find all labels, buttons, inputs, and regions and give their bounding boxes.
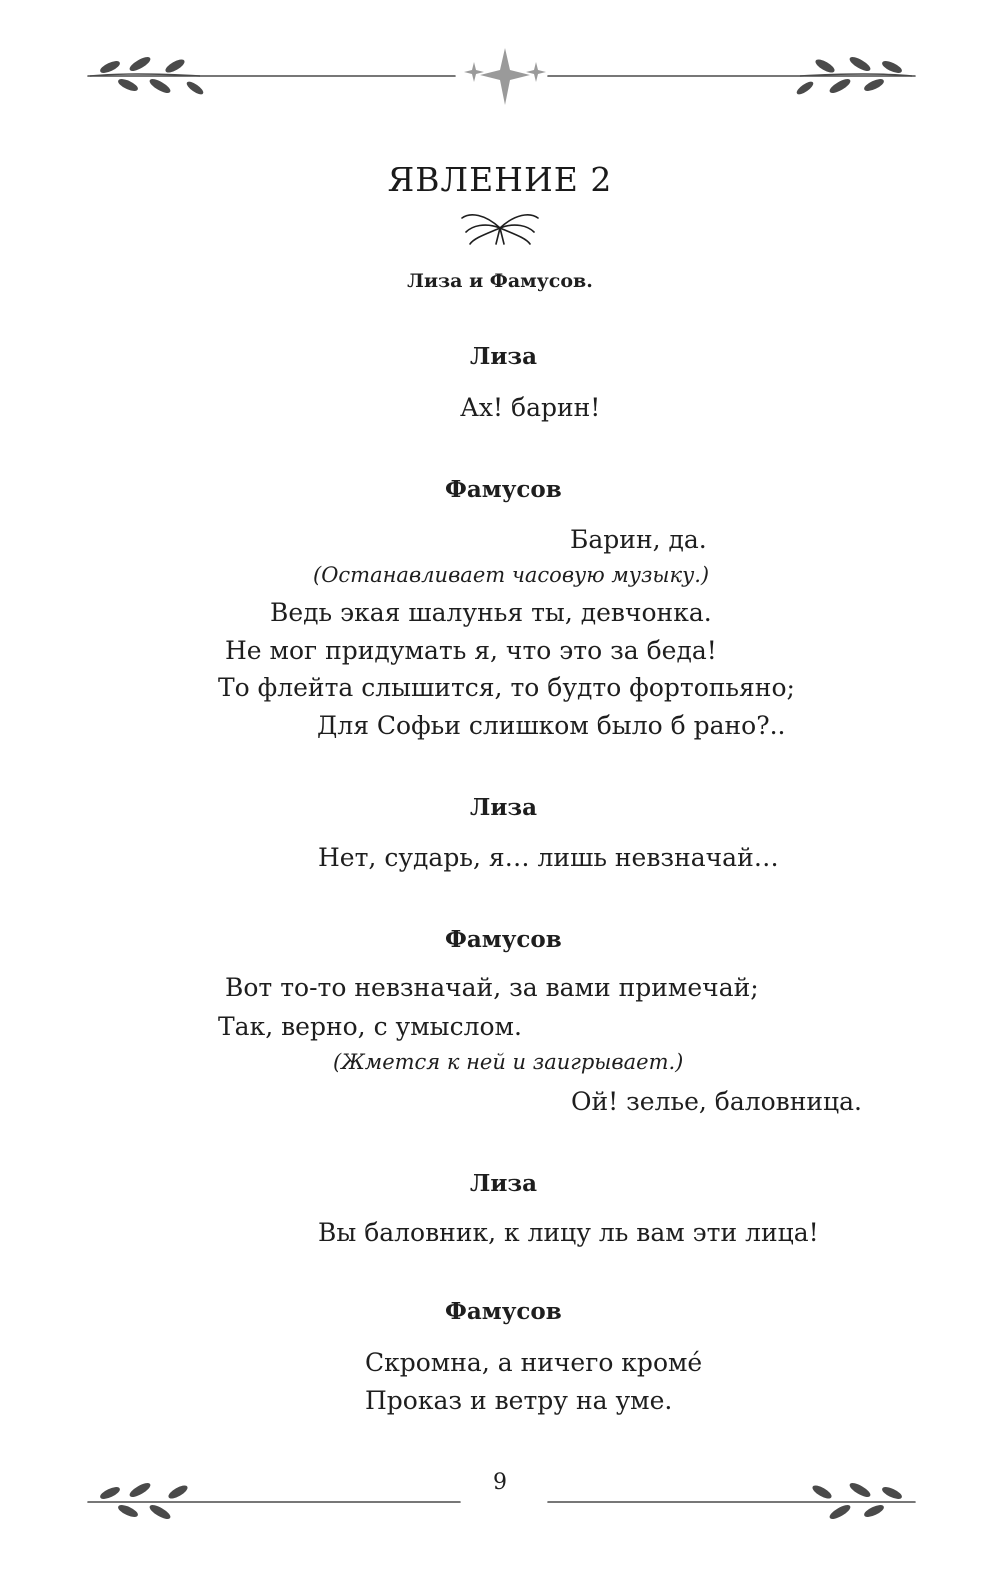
verse-line: Ой! зелье, баловница. xyxy=(571,1087,862,1116)
verse-line: То флейта слышится, то будто фортопьяно; xyxy=(218,673,795,702)
bow-ornament-icon xyxy=(0,0,1000,260)
page-number: 9 xyxy=(493,1470,507,1495)
speaker-name: Фамусов xyxy=(445,476,562,503)
verse-line: Проказ и ветру на уме. xyxy=(365,1386,673,1415)
verse-line: Ведь экая шалунья ты, девчонка. xyxy=(270,598,712,627)
verse-line: Вот то-то невзначай, за вами примечай; xyxy=(225,973,759,1002)
verse-line: Ах! барин! xyxy=(460,393,601,422)
scene-characters: Лиза и Фамусов. xyxy=(407,270,593,292)
verse-line: Так, верно, с умыслом. xyxy=(218,1012,522,1041)
scene-title: ЯВЛЕНИЕ 2 xyxy=(387,160,613,199)
speaker-name: Фамусов xyxy=(445,1298,562,1325)
verse-line: Вы баловник, к лицу ль вам эти лица! xyxy=(318,1218,819,1247)
stage-direction: (Жмется к ней и заигрывает.) xyxy=(333,1050,684,1074)
verse-line: Не мог придумать я, что это за беда! xyxy=(225,636,717,665)
speaker-name: Лиза xyxy=(470,343,537,370)
verse-line: Для Софьи слишком было б рано?.. xyxy=(317,711,786,740)
verse-line: Нет, сударь, я… лишь невзначай… xyxy=(318,843,779,872)
verse-line: Скромна, а ничего кромé xyxy=(365,1348,703,1377)
verse-line: Барин, да. xyxy=(570,525,707,554)
stage-direction: (Останавливает часовую музыку.) xyxy=(313,563,710,587)
speaker-name: Фамусов xyxy=(445,926,562,953)
speaker-name: Лиза xyxy=(470,794,537,821)
speaker-name: Лиза xyxy=(470,1170,537,1197)
